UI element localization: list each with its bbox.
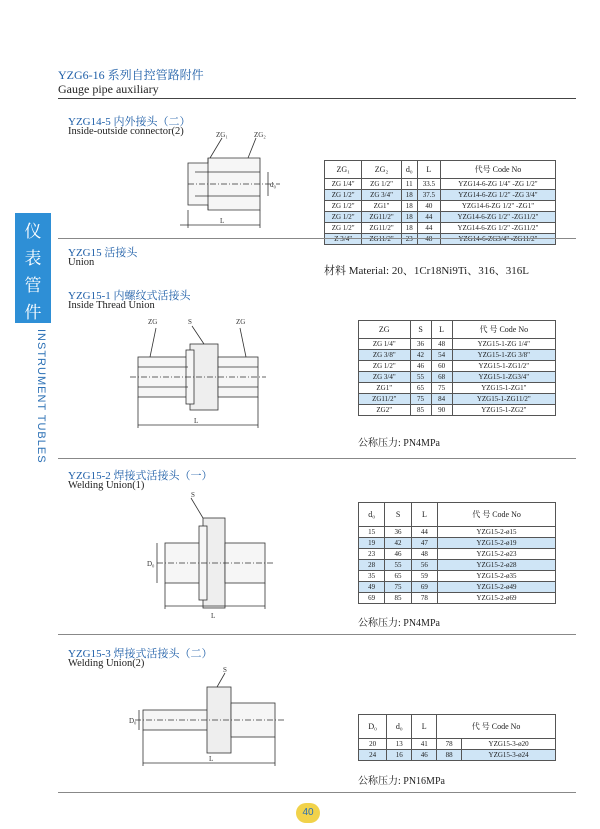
s3-pressure: 公称压力: PN4MPa	[358, 438, 440, 449]
s5-th: L	[412, 715, 437, 739]
cell: 54	[431, 350, 452, 361]
s1-th: d₀	[401, 161, 417, 179]
footer-rule	[58, 792, 576, 793]
s3-th: S	[410, 321, 431, 339]
sidebar	[15, 213, 51, 813]
s3-subtitle: Inside Thread Union	[68, 300, 155, 311]
cell: ZG11/2"	[362, 234, 401, 245]
cell: 75	[385, 582, 411, 593]
cell: 11	[401, 179, 417, 190]
table-row	[359, 538, 556, 549]
cell: YZG15-2-ø49	[438, 582, 556, 593]
cell: ZG 1/2"	[325, 223, 362, 234]
s5-title: YZG15-3 焊接式活接头（二）	[68, 648, 213, 660]
s1-label-d0: d₀	[270, 181, 276, 189]
cell: YZG14-6-ZG 1/4" -ZG 1/2"	[440, 179, 555, 190]
cell: 49	[359, 582, 385, 593]
s1-subtitle: Inside-outside connector(2)	[68, 126, 184, 137]
cell: 42	[410, 350, 431, 361]
cell: 33.5	[417, 179, 440, 190]
s3-th: ZG	[359, 321, 411, 339]
s4-drawing	[135, 488, 275, 623]
cell: 20	[359, 739, 387, 750]
cell: 48	[417, 234, 440, 245]
cell: ZG 1/2"	[325, 201, 362, 212]
cell: ZG1"	[362, 201, 401, 212]
cell: 78	[437, 739, 462, 750]
cell: ZG 1/4"	[359, 339, 411, 350]
cell: 85	[385, 593, 411, 604]
cell: YZG15-2-ø69	[438, 593, 556, 604]
cell: 44	[411, 527, 437, 538]
cell: 35	[359, 571, 385, 582]
cell: 46	[410, 361, 431, 372]
cell: Z 3/4"	[325, 234, 362, 245]
header-rule	[58, 98, 576, 99]
cell: ZG11/2"	[362, 212, 401, 223]
cell: ZG 1/2"	[325, 212, 362, 223]
divider	[58, 238, 576, 239]
cell: ZG 1/2"	[325, 190, 362, 201]
sidebar-char-3: 管	[24, 276, 42, 296]
s4-th: L	[411, 503, 437, 527]
cell: 65	[410, 383, 431, 394]
cell: 75	[431, 383, 452, 394]
cell: YZG14-6-ZG 1/2" -ZG11/2"	[440, 212, 555, 223]
cell: 69	[411, 582, 437, 593]
cell: 15	[359, 527, 385, 538]
cell: 88	[437, 750, 462, 761]
cell: ZG 3/8"	[359, 350, 411, 361]
s5-table	[358, 714, 556, 761]
s4-th: 代 号 Code No	[438, 503, 556, 527]
cell: YZG15-1-ZG 3/8"	[452, 350, 555, 361]
s5-label-s: S	[223, 666, 227, 674]
cell: YZG14-6-ZG 1/2" -ZG1"	[440, 201, 555, 212]
s4-label-l: L	[211, 612, 216, 620]
cell: YZG15-1-ZG2"	[452, 405, 555, 416]
s1-table	[324, 160, 556, 245]
cell: 85	[410, 405, 431, 416]
cell: 42	[385, 538, 411, 549]
cell: 19	[359, 538, 385, 549]
cell: YZG15-3-ø24	[462, 750, 556, 761]
s2-material: 材料 Material: 20、1Cr18Ni9Ti、316、316L	[324, 265, 529, 277]
table-row	[359, 571, 556, 582]
s5-label-d0: D₀	[129, 717, 137, 725]
cell: 28	[359, 560, 385, 571]
cell: 44	[417, 223, 440, 234]
s1-th: ZG₂	[362, 161, 401, 179]
cell: YZG15-1-ZG11/2"	[452, 394, 555, 405]
cell: ZG 1/2"	[362, 179, 401, 190]
table-row	[325, 234, 556, 245]
cell: YZG15-1-ZG1/2"	[452, 361, 555, 372]
cell: YZG15-2-ø28	[438, 560, 556, 571]
cell: 48	[411, 549, 437, 560]
sidebar-char-2: 表	[24, 249, 42, 269]
cell: 16	[387, 750, 412, 761]
table-row	[359, 383, 556, 394]
cell: 41	[412, 739, 437, 750]
s1-title: YZG14-5 内外接头（二）	[68, 116, 191, 128]
table-row	[325, 212, 556, 223]
table-row	[359, 750, 556, 761]
cell: 23	[401, 234, 417, 245]
cell: 48	[431, 339, 452, 350]
cell: 23	[359, 549, 385, 560]
table-row	[359, 394, 556, 405]
table-row	[359, 560, 556, 571]
cell: 69	[359, 593, 385, 604]
cell: 46	[412, 750, 437, 761]
cell: 78	[411, 593, 437, 604]
cell: 68	[431, 372, 452, 383]
cell: ZG1"	[359, 383, 411, 394]
s5-subtitle: Welding Union(2)	[68, 658, 145, 669]
s3-label-zg-right: ZG	[236, 318, 246, 326]
cell: ZG2"	[359, 405, 411, 416]
cell: 18	[401, 201, 417, 212]
sidebar-char-4: 件	[24, 303, 42, 323]
s1-th: 代号 Code No	[440, 161, 555, 179]
s4-th: S	[385, 503, 411, 527]
s5-label-l: L	[209, 755, 214, 763]
cell: ZG11/2"	[359, 394, 411, 405]
cell: YZG15-1-ZG3/4"	[452, 372, 555, 383]
cell: 36	[385, 527, 411, 538]
cell: ZG11/2"	[362, 223, 401, 234]
cell: 75	[410, 394, 431, 405]
table-row	[359, 527, 556, 538]
table-row	[359, 582, 556, 593]
s1-th: L	[417, 161, 440, 179]
divider	[58, 458, 576, 459]
s3-th: 代 号 Code No	[452, 321, 555, 339]
cell: 90	[431, 405, 452, 416]
cell: YZG15-1-ZG1"	[452, 383, 555, 394]
s4-title: YZG15-2 焊接式活接头（一）	[68, 470, 213, 482]
divider	[58, 634, 576, 635]
s1-th: ZG₁	[325, 161, 362, 179]
s5-pressure: 公称压力: PN16MPa	[358, 776, 445, 787]
cell: 40	[417, 201, 440, 212]
cell: 18	[401, 212, 417, 223]
s1-drawing	[160, 130, 310, 230]
cell: 18	[401, 190, 417, 201]
s5-drawing	[125, 665, 295, 775]
table-row	[359, 372, 556, 383]
cell: YZG15-2-ø19	[438, 538, 556, 549]
table-row	[359, 405, 556, 416]
s1-label-zg1: ZG₁	[216, 131, 228, 139]
s3-label-zg-left: ZG	[148, 318, 158, 326]
cell: YZG14-6-ZG3/4" -ZG11/2"	[440, 234, 555, 245]
cell: YZG14-6-ZG 1/2" -ZG11/2"	[440, 223, 555, 234]
cell: 65	[385, 571, 411, 582]
cell: YZG15-1-ZG 1/4"	[452, 339, 555, 350]
s4-pressure: 公称压力: PN4MPa	[358, 618, 440, 629]
cell: 55	[410, 372, 431, 383]
cell: 24	[359, 750, 387, 761]
cell: 60	[431, 361, 452, 372]
s3-label-l: L	[194, 417, 199, 425]
s2-subtitle: Union	[68, 257, 95, 268]
cell: ZG 1/4"	[325, 179, 362, 190]
s4-th: d₀	[359, 503, 385, 527]
table-row	[325, 201, 556, 212]
cell: 44	[417, 212, 440, 223]
cell: ZG 1/2"	[359, 361, 411, 372]
s5-th: d₀	[387, 715, 412, 739]
cell: 55	[385, 560, 411, 571]
page-subtitle: Gauge pipe auxiliary	[58, 82, 159, 96]
s1-label-l: L	[220, 217, 225, 225]
cell: 37.5	[417, 190, 440, 201]
cell: 36	[410, 339, 431, 350]
sidebar-english: INSTRUMENT TUBLES	[35, 329, 47, 464]
s1-label-zg2: ZG₂	[254, 131, 266, 139]
s2-title: YZG15 活接头	[68, 247, 138, 259]
table-row	[359, 361, 556, 372]
s4-subtitle: Welding Union(1)	[68, 480, 145, 491]
s5-th: D₀	[359, 715, 387, 739]
table-row	[359, 350, 556, 361]
cell: 56	[411, 560, 437, 571]
cell: YZG15-2-ø35	[438, 571, 556, 582]
table-row	[325, 223, 556, 234]
cell: 46	[385, 549, 411, 560]
cell: 59	[411, 571, 437, 582]
cell: 18	[401, 223, 417, 234]
table-row	[325, 190, 556, 201]
cell: YZG15-2-ø23	[438, 549, 556, 560]
s3-th: L	[431, 321, 452, 339]
s3-drawing	[128, 312, 268, 442]
cell: ZG 3/4"	[359, 372, 411, 383]
s5-th: 代 号 Code No	[437, 715, 556, 739]
cell: 13	[387, 739, 412, 750]
table-row	[359, 339, 556, 350]
table-row	[325, 179, 556, 190]
cell: 47	[411, 538, 437, 549]
page-number: 40	[296, 803, 320, 823]
s3-table	[358, 320, 556, 416]
s4-label-d0: D₀	[147, 560, 155, 568]
page-title: YZG6-16 系列自控管路附件	[58, 68, 204, 82]
cell: YZG15-2-ø15	[438, 527, 556, 538]
cell: 84	[431, 394, 452, 405]
s4-label-s: S	[191, 491, 195, 499]
table-row	[359, 593, 556, 604]
sidebar-char-1: 仪	[24, 222, 42, 242]
cell: ZG 3/4"	[362, 190, 401, 201]
s4-table	[358, 502, 556, 604]
s3-title: YZG15-1 内螺纹式活接头	[68, 290, 191, 302]
cell: YZG15-3-ø20	[462, 739, 556, 750]
table-row	[359, 549, 556, 560]
cell: YZG14-6-ZG 1/2" -ZG 3/4"	[440, 190, 555, 201]
s3-label-s: S	[188, 318, 192, 326]
table-row	[359, 739, 556, 750]
